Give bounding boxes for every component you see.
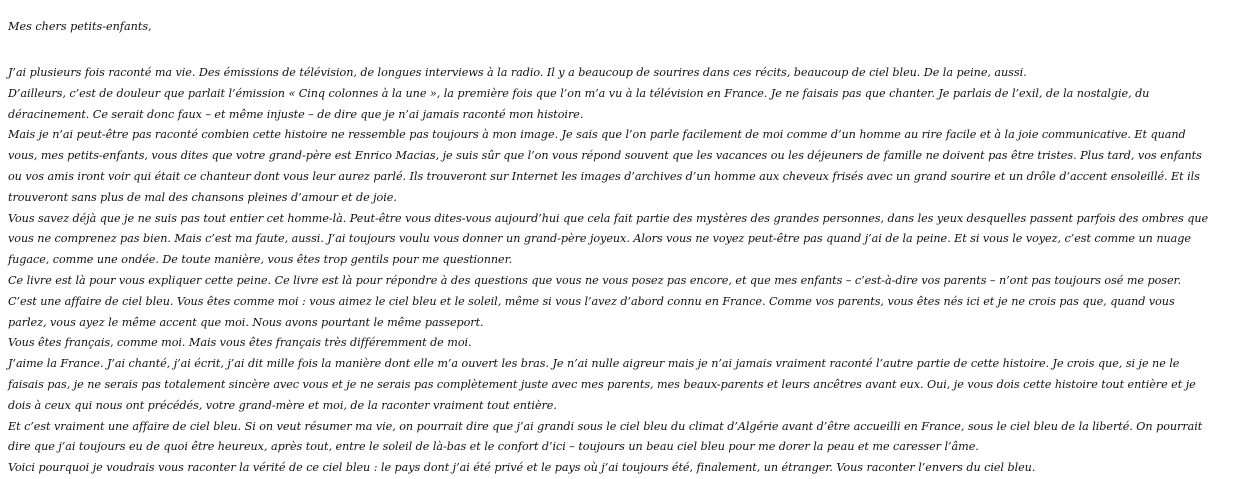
paragraph-1: J’ai plusieurs fois raconté ma vie. Des émissions de télévision, de longues interviews à la radio. Il y a beaucoup de sourires dans ces récits, beaucoup de ciel bleu. De la peine, aussi. xyxy=(8,66,1027,79)
paragraph-6: C’est une affaire de ciel bleu. Vous êtes comme moi : vous aimez le ciel bleu et le soleil, même si vous l’avez d’abord connu en France. Comme vos parents, vous êtes nés ici et je ne crois pas que, quand vous parlez, vous ayez le même accent que moi. Nous avons pourtant le même passeport. xyxy=(8,294,1175,329)
paragraph-7: Vous êtes français, comme moi. Mais vous êtes français très différemment de moi. xyxy=(8,336,472,350)
paragraph-9: Et c’est vraiment une affaire de ciel bleu. Si on veut résumer ma vie, on pourrait dire que j’ai grandi sous le ciel bleu du climat d’Algérie avant d’être accueilli en France, sous le ciel bleu de la liberté. On pourrait dire que j’ai toujours eu de quoi être heureux, après tout, entre le soleil de là-bas et le confort d’ici – toujours un beau ciel bleu pour me dorer la peau et me caresser l’âme. xyxy=(8,419,1203,454)
paragraph-8: J’aime la France. J’ai chanté, j’ai écrit, j’ai dit mille fois la manière dont elle m’a ouvert les bras. Je n’ai nulle aigreur mais je n’ai jamais vraiment raconté l’autre partie de cette histoire. Je crois que, si je ne le faisais pas, je ne serais pas totalement sincère avec vous et je ne serais pas complètement juste avec mes parents, mes beaux-parents et leurs ancêtres avant eux. Oui, je vous dois cette histoire tout entière et je dois à ceux qui nous ont précédés, votre grand-mère et moi, de la raconter vraiment tout entière. xyxy=(8,357,1196,412)
paragraph-4: Vous savez déjà que je ne suis pas tout entier cet homme-là. Peut-être vous dites-vous aujourd’hui que cela fait partie des mystères des grandes personnes, dans les yeux desquelles passent parfois des ombres que vous ne comprenez pas bien. Mais c’est ma faute, aussi. J’ai toujours voulu vous donner un grand-père joyeux. Alors vous ne voyez peut-être pas quand j’ai de la peine. Et si vous le voyez, c’est comme un nuage fugace, comme une ondée. De toute manière, vous êtes trop gentils pour me questionner. xyxy=(8,211,1209,267)
paragraph-3: Mais je n’ai peut-être pas raconté combien cette histoire ne ressemble pas toujours à mon image. Je sais que l’on parle facilement de moi comme d’un homme au rire facile et à la joie communicative. Et quand vous, mes petits-enfants, vous dites que votre grand-père est Enrico Macias, je suis sûr que l’on vous répond souvent que les vacances ou les déjeuners de famille ne doivent pas être tristes. Plus tard, vos enfants ou vos amis iront voir qui était ce chanteur dont vous leur aurez parlé. Ils trouveront sur Internet les images d’archives d’un homme aux cheveux frisés avec un grand sourire et un drôle d’accent ensoleillé. Et ils trouveront sans plus de mal des chansons pleines d’amour et de joie. xyxy=(8,128,1202,204)
salutation: Mes chers petits-enfants, xyxy=(8,20,152,33)
paragraph-2: D’ailleurs, c’est de douleur que parlait l’émission « Cinq colonnes à la une », la première fois que l’on m’a vu à la télévision en France. Je ne faisais pas que chanter. Je parlais de l’exil, de la nostalgie, du déracinement. Ce serait donc faux – et même injuste – de dire que je n’ai jamais raconté mon histoire. xyxy=(8,86,1150,121)
paragraph-10: Voici pourquoi je voudrais vous raconter la vérité de ce ciel bleu : le pays dont j’ai été privé et le pays où j’ai toujours été, finalement, un étranger. Vous raconter l’envers du ciel bleu. xyxy=(8,461,1036,475)
paragraph-5: Ce livre est là pour vous expliquer cette peine. Ce livre est là pour répondre à des questions que vous ne vous posez pas encore, et que mes enfants – c’est-à-dire vos parents – n’ont pas toujours osé me poser. xyxy=(8,273,1182,287)
